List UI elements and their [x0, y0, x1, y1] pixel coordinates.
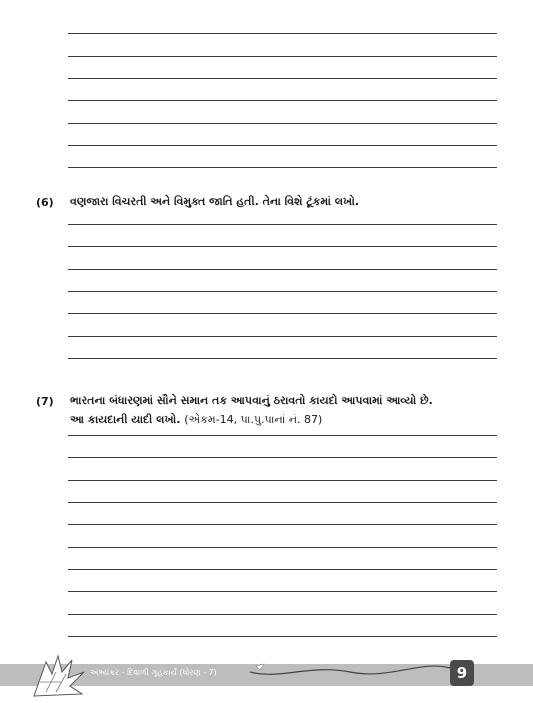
answer-line [68, 547, 497, 548]
answer-line [68, 246, 497, 247]
answer-line [68, 480, 497, 481]
question-line-1: ભારતના બંધારણમાં સૌને સમાન તક આપવાનું ઠરાવતો કાયદો આપવામાં આવ્યો છે. [70, 394, 433, 407]
leaf-logo-icon [26, 652, 90, 700]
question-number: (6) [36, 196, 54, 209]
answer-line [68, 569, 497, 570]
answer-line [68, 502, 497, 503]
answer-line [68, 167, 497, 168]
answer-line [68, 56, 497, 57]
question-number: (7) [36, 395, 54, 408]
answer-line [68, 224, 497, 225]
answer-line [68, 636, 497, 637]
answer-line [68, 524, 497, 525]
footer-text: અભ્યંકર - દિવાળી ગૃહકાર્ય (ધોરણ - 7) [90, 668, 217, 677]
answer-line [68, 123, 497, 124]
question-text [70, 391, 433, 429]
answer-line [68, 100, 497, 101]
answer-line [68, 457, 497, 458]
wire-decoration-icon [250, 656, 460, 686]
question-reference: (એકમ-14, પા.પુ.પાનાં નં. 87) [184, 413, 323, 426]
question-line-2-text: આ કાયદાની યાદી લખો. [70, 413, 181, 426]
answer-line [68, 145, 497, 146]
question-line-2 [70, 410, 433, 429]
answer-line [68, 336, 497, 337]
answer-line [68, 313, 497, 314]
answer-line [68, 591, 497, 592]
answer-line [68, 269, 497, 270]
question-text: વણજારા વિચરતી અને વિમુક્ત જાતિ હતી. તેના વિશે ટૂંકમાં લખો. [70, 195, 360, 208]
answer-line [68, 291, 497, 292]
answer-line [68, 78, 497, 79]
answer-line [68, 33, 497, 34]
page-number: 9 [450, 660, 474, 686]
answer-line [68, 435, 497, 436]
answer-line [68, 358, 497, 359]
answer-line [68, 614, 497, 615]
